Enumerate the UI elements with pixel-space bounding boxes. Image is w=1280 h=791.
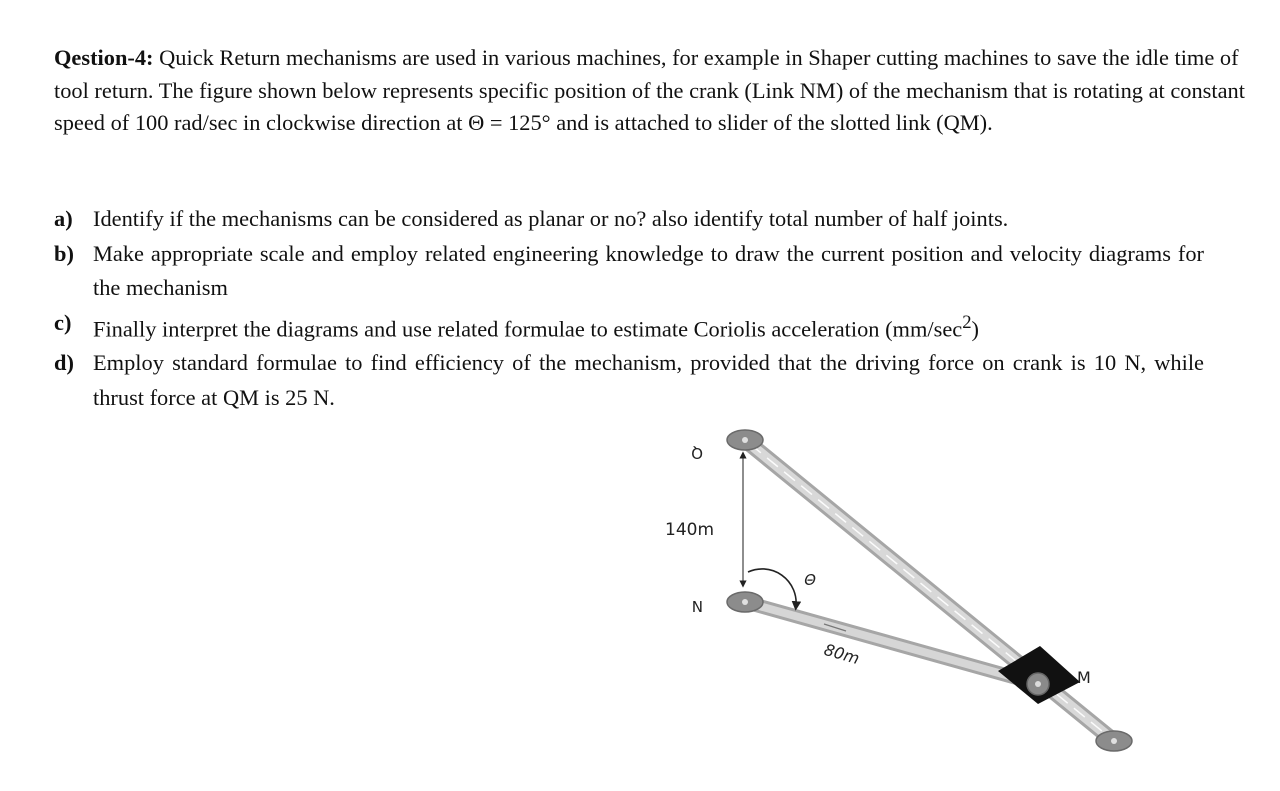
slotted-link-qm [745,440,1114,741]
pivot-joint-q [727,430,763,450]
question-statement [54,42,1250,140]
part-d-label: d) [54,350,74,376]
part-a-label: a) [54,206,73,231]
part-b-text: Make appropriate scale and employ related engineering knowledge to draw the current position and velocity diagrams for the mechanism [93,240,1204,300]
label-theta: Θ [804,570,816,588]
quick-return-mechanism-figure [640,410,1160,770]
label-qn-length: 140m [665,520,715,540]
question-intro: Quick Return mechanisms are used in various machines, for example in Shaper cutting machines to save the idle time of tool return. The figure shown below represents specific position of the crank (Link NM) of the mechanism that is rotating at constant speed of 100 rad/sec in clockwise direction at Θ = 125° and is attached to slider of the slotted link (QM). [54,45,1245,135]
part-c-text-end: ) [971,315,979,341]
part-b-label: b) [54,240,74,266]
question-parts-list [54,202,1204,415]
label-n: N [691,597,703,615]
part-a [54,202,1204,237]
part-c [54,306,1204,347]
label-m: M [1077,668,1091,687]
question-title: Qestion-4: [54,45,154,70]
part-c-label: c) [54,309,72,335]
part-d-text: Employ standard formulae to find efficiency of the mechanism, provided that the driving force on crank is 10 N, while thrust force at QM is 25 N. [93,350,1204,410]
pivot-joint-n [727,592,763,612]
label-nm-length: 80m [821,639,862,669]
question-paragraph [54,42,1250,140]
part-c-superscript: 2 [962,311,972,333]
part-c-text-wrap [93,306,1204,347]
part-b [54,237,1204,306]
part-c-text: Finally interpret the diagrams and use related formulae to estimate Coriolis acceleration (mm/sec [93,315,963,341]
pivot-joint-end [1096,731,1132,751]
part-a-text: Identify if the mechanisms can be considered as planar or no? also identify total number of half joints. [93,206,1009,231]
label-q: Q [691,444,703,462]
part-d [54,346,1204,415]
